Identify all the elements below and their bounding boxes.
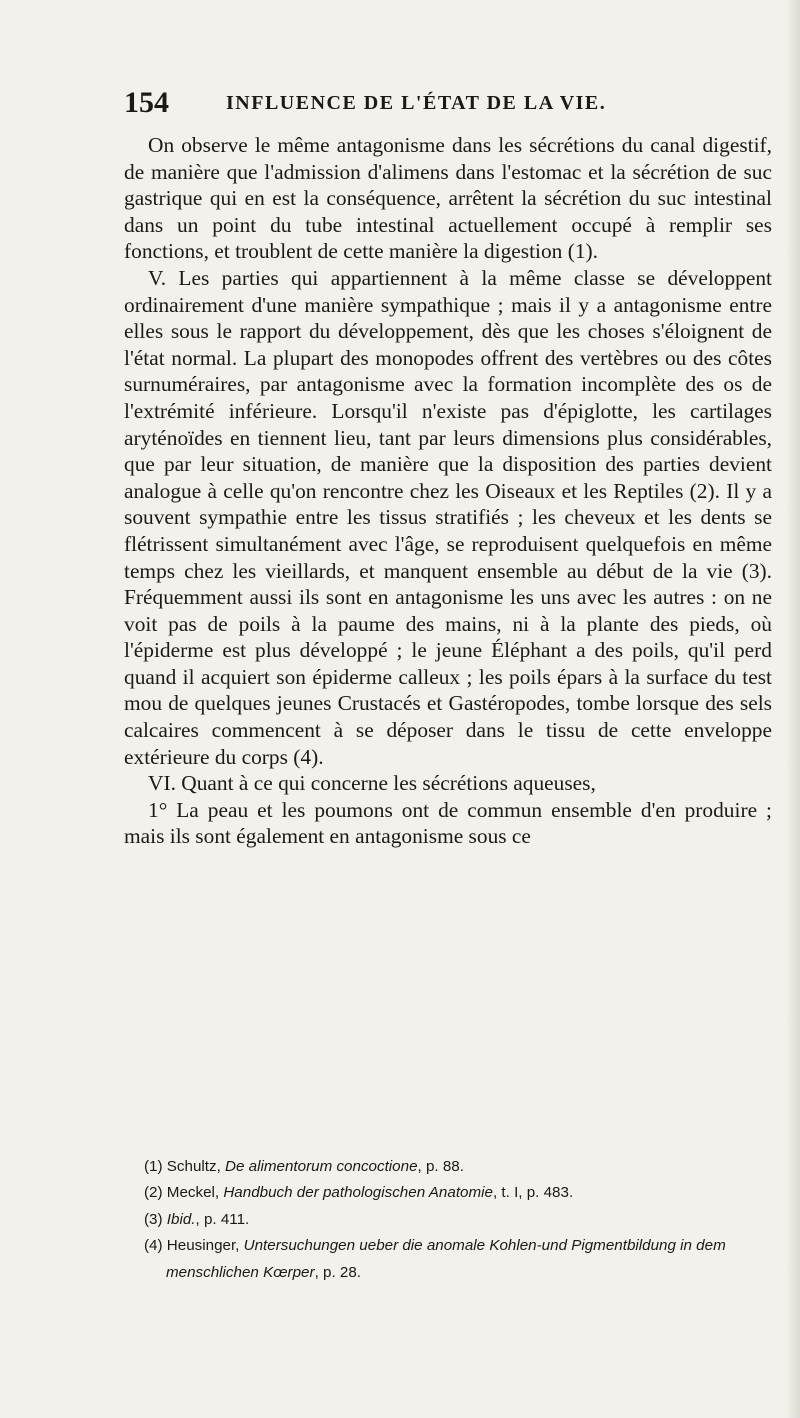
footnote-page: , p. 88. <box>417 1158 464 1175</box>
page-number: 154 <box>124 86 169 119</box>
footnote <box>144 1207 774 1233</box>
footnote-marker: (1) <box>144 1158 163 1175</box>
footnote <box>144 1154 774 1180</box>
footnote-title: De alimentorum concoctione <box>225 1158 418 1175</box>
footnote-page: , p. 411. <box>195 1210 250 1228</box>
paragraph-section-vi: VI. Quant à ce qui concerne les sécrétions aqueuses, <box>148 771 596 796</box>
footnote-author: Meckel, <box>166 1184 224 1202</box>
footnote <box>144 1233 774 1286</box>
footnotes <box>144 1154 774 1286</box>
paragraph-skin-lungs: 1° La peau et les poumons ont de commun ensemble d'en produire ; mais ils sont également en antagonisme sous ce <box>124 797 772 849</box>
footnote-marker: (2) <box>144 1184 163 1202</box>
footnote-author: Schultz, <box>166 1158 226 1175</box>
paragraph-digestive-secretions: On observe le même antagonisme dans les sécrétions du canal digestif, de manière que l'admission d'alimens dans l'estomac et la sécrétion de suc gastrique qui en est la conséquence, arrêtent la sécrétion du suc intestinal dans un point du tube intestinal actuellement occupé à remplir ses fonctions, et troublent de cette manière la digestion (1). <box>124 133 772 264</box>
footnote-author: Heusinger, <box>166 1237 244 1255</box>
footnote-title: Handbuch der pathologischen Anatomie <box>223 1184 493 1202</box>
body-text <box>124 132 772 850</box>
footnote <box>144 1180 774 1206</box>
running-head: INFLUENCE DE L'ÉTAT DE LA VIE. <box>226 92 607 114</box>
footnote-title: Untersuchungen ueber die anomale Kohlen-und Pigmentbildung in dem menschlichen Kœrper <box>166 1237 726 1281</box>
footnote-page: , t. I, p. 483. <box>492 1184 574 1202</box>
footnote-marker: (3) <box>144 1210 163 1228</box>
footnote-page: , p. 28. <box>314 1263 362 1281</box>
footnote-title: Ibid. <box>166 1210 196 1228</box>
page-edge-shadow <box>786 0 800 1418</box>
paragraph-section-v: V. Les parties qui appartiennent à la même classe se développent ordinairement d'une manière sympathique ; mais il y a antagonisme entre elles sous le rapport du développement, dès que les choses s'éloignent de l'état normal. La plupart des monopodes offrent des vertèbres ou des côtes surnuméraires, par antagonisme avec la formation incomplète des os de l'extrémité inférieure. Lorsqu'il n'existe pas d'épiglotte, les cartilages aryténoïdes en tiennent lieu, tant par leurs dimensions plus considérables, que par leur situation, de manière que la disposition des parties devient analogue à celle qu'on rencontre chez les Oiseaux et les Reptiles (2). Il y a souvent sympathie entre les tissus stratifiés ; les cheveux et les dents se flétrissent simultanément avec l'âge, se reproduisent quelquefois en même temps chez les vieillards, et manquent ensemble au début de la vie (3). Fréquemment aussi ils sont en antagonisme les uns avec les autres : on ne voit pas de poils à la paume des mains, ni à la plante des pieds, où l'épiderme est plus développé ; le jeune Éléphant a des poils, qu'il perd quand il acquiert son épiderme calleux ; les poils épars à la surface du test mou de quelques jeunes Crustacés et Gastéropodes, tombe lorsque des sels calcaires commencent à se déposer dans le tissu de cette enveloppe extérieure du corps (4). <box>124 265 772 769</box>
page-header <box>124 86 684 126</box>
footnote-marker: (4) <box>144 1237 163 1255</box>
